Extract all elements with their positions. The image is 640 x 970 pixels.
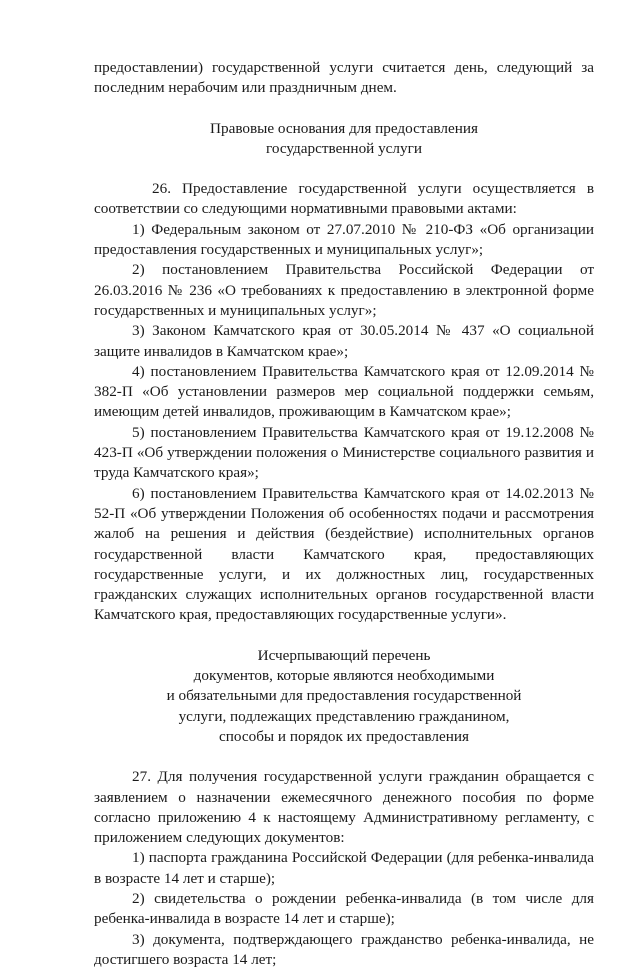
legal-list-item: 2) постановлением Правительства Российской Федерации от 26.03.2016 № 236 «О требованиях к предоставлению в электронной форме государственных и муниципальных услуг»; <box>94 261 594 319</box>
docs-list-item: 2) свидетельства о рождении ребенка-инвалида (в том числе для ребенка-инвалида в возрасте 14 лет и старше); <box>94 889 594 928</box>
section-heading-docs-line: документов, которые являются необходимыми <box>193 667 495 685</box>
paragraph-26: 26. Предоставление государственной услуги осуществляется в соответствии со следующими нормативными правовыми актами: <box>94 180 594 218</box>
legal-list-item: 3) Законом Камчатского края от 30.05.2014 № 437 «О социальной защите инвалидов в Камчатском крае»; <box>94 322 594 360</box>
section-heading-docs-line: услуги, подлежащих представлению гражданином, <box>178 707 510 725</box>
legal-list-item: 6) постановлением Правительства Камчатского края от 14.02.2013 № 52-П «Об утверждении Положения об особенностях подачи и рассмотрения жалоб на решения и действия (бездействие) исполнительных органов государственной власти Камчатского края, предоставляющих государственные услуги, и их должностных лиц, государственных гражданских служащих исполнительных органов государственной власти Камчатского края, предоставляющих государственные услуги». <box>94 484 594 624</box>
docs-list-item: 1) паспорта гражданина Российской Федерации (для ребенка-инвалида в возрасте 14 лет и старше); <box>94 849 594 887</box>
intro-paragraph: предоставлении) государственной услуги считается день, следующий за последним нерабочим или праздничным днем. <box>94 59 594 97</box>
paragraph-27: 27. Для получения государственной услуги гражданин обращается с заявлением о назначении ежемесячного денежного пособия по форме согласно приложению 4 к настоящему Административному регламенту, с приложением следующих документов: <box>94 768 594 847</box>
section-heading-legal-line2: государственной услуги <box>266 139 422 157</box>
section-heading-legal-line1: Правовые основания для предоставления <box>210 119 478 137</box>
section-heading-docs-line: Исчерпывающий перечень <box>257 646 431 664</box>
section-heading-docs-line: и обязательными для предоставления государственной <box>166 687 522 705</box>
section-heading-docs-line: способы и порядок их предоставления <box>219 727 469 745</box>
document-body <box>94 58 594 970</box>
legal-list-item: 4) постановлением Правительства Камчатского края от 12.09.2014 № 382-П «Об установлении размеров мер социальной поддержки семьям, имеющим детей инвалидов, проживающим в Камчатском крае»; <box>94 362 594 421</box>
legal-list-item: 1) Федеральным законом от 27.07.2010 № 210-ФЗ «Об организации предоставления государственных и муниципальных услуг»; <box>94 220 594 259</box>
docs-list-item: 3) документа, подтверждающего гражданство ребенка-инвалида, не достигшего возраста 14 лет; <box>94 930 594 968</box>
legal-list-item: 5) постановлением Правительства Камчатского края от 19.12.2008 № 423-П «Об утверждении положения о Министерстве социального развития и труда Камчатского края»; <box>94 423 594 482</box>
